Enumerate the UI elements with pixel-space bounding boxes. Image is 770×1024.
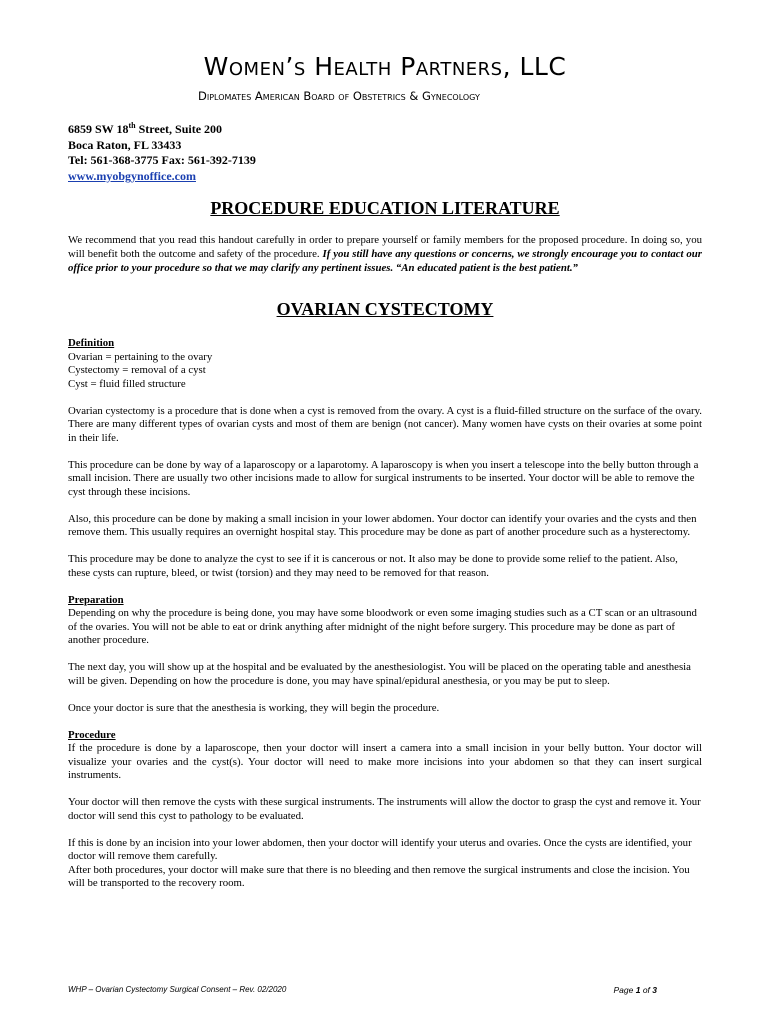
preparation-paragraph: Depending on why the procedure is being done, you may have some bloodwork or even some imaging studies such as a CT scan or an ultrasound of the ovaries. You will not be able to eat or drink anything after midnight of the night before surgery. This procedure may be done as part of another procedure. [68,607,697,646]
address-block [68,118,256,184]
footer-page-number [614,985,658,995]
street-suffix: th [128,121,136,130]
paragraph-overview: Ovarian cystectomy is a procedure that is done when a cyst is removed from the ovary. A cyst is a fluid-filled structure on the surface of the ovary. There are many different types of ovarian cysts and most of them are benign (not cancer). Many women have cysts on their ovaries at some point in their life. [68,404,702,444]
page-label: Page [613,985,636,995]
procedure-title: OVARIAN CYSTECTOMY [276,299,494,319]
intro-emphasis: If you still have any questions or concerns, we strongly encourage you to contact our office prior to your procedure so that we may clarify any pertinent issues. “An educated patient is the best patient.” [68,248,702,274]
address-city: Boca Raton, FL 33433 [68,137,182,152]
website-link[interactable]: www.myobgynoffice.com [68,168,196,183]
page-of-label: of [640,985,653,995]
address-street [68,118,256,138]
letterhead-subtitle: Diplomates American Board of Obstetrics & Gynecology [198,89,480,103]
page-total: 3 [652,985,657,995]
address-phone: Tel: 561-368-3775 Fax: 561-392-7139 [68,153,256,167]
procedure-paragraph: If the procedure is done by a laparoscope, then your doctor will insert a camera into a small incision in your belly button. Your doctor will visualize your ovaries and the cyst(s). Your doctor will need to make more incisions into your abdomen so that they can insert surgical instruments. [68,742,702,781]
definition-line: Cyst = fluid filled structure [68,377,186,390]
procedure-paragraph: After both procedures, your doctor will make sure that there is no bleeding and then remove the surgical instruments and close the incision. You will be transported to the recovery room. [68,863,690,889]
preparation-paragraph: The next day, you will show up at the hospital and be evaluated by the anesthesiologist. You will be placed on the operating table and anesthesia will be given. Depending on how the procedure is done, you may have spinal/epidural anesthesia, or you may be put to sleep. [68,661,691,687]
definition-line: Ovarian = pertaining to the ovary [68,350,213,363]
procedure-heading: Procedure [68,728,116,741]
document-body [68,337,702,904]
letterhead-name: Women’s Health Partners, LLC [203,52,567,81]
definition-heading: Definition [68,337,115,349]
paragraph-laparotomy: Also, this procedure can be done by making a small incision in your lower abdomen. Your doctor can identify your ovaries and the cysts and then remove them. This usually requires an overnight hospital stay. This procedure may be done as part of another procedure such as a hysterectomy. [68,512,697,538]
street-name: Street, Suite 200 [135,122,223,136]
procedure-paragraph: If this is done by an incision into your lower abdomen, then your doctor will identify your uterus and ovaries. Once the cysts are identified, your doctor will remove them carefully. [68,836,692,862]
footer-document-id: WHP – Ovarian Cystectomy Surgical Consent – Rev. 02/2020 [68,985,287,994]
intro-text: We recommend that you read this handout carefully in order to prepare yourself or family members for the proposed procedure. In doing so, you will benefit both the outcome and safety of the procedure. [68,234,702,260]
paragraph-methods: This procedure can be done by way of a laparoscopy or a laparotomy. A laparoscopy is when you insert a telescope into the belly button through a small incision. There are usually two other incisions made to allow for surgical instruments to be inserted. Your doctor will be able to remove the cyst through these incisions. [68,458,699,498]
street-number: 6859 SW 18 [68,122,129,136]
page-current: 1 [635,985,641,995]
definition-line: Cystectomy = removal of a cyst [68,364,206,376]
paragraph-reasons: This procedure may be done to analyze the cyst to see if it is cancerous or not. It also may be done to provide some relief to the patient. Also, these cysts can rupture, bleed, or twist (torsion) and they may need to be removed for that reason. [68,553,678,579]
preparation-heading: Preparation [68,593,124,606]
preparation-paragraph: Once your doctor is sure that the anesthesia is working, they will begin the procedure. [68,701,440,714]
procedure-paragraph: Your doctor will then remove the cysts with these surgical instruments. The instruments will allow the doctor to grasp the cyst and remove it. Your doctor will send this cyst to pathology to be evaluated. [68,796,701,822]
intro-paragraph [68,233,702,275]
literature-title: PROCEDURE EDUCATION LITERATURE [210,198,560,218]
